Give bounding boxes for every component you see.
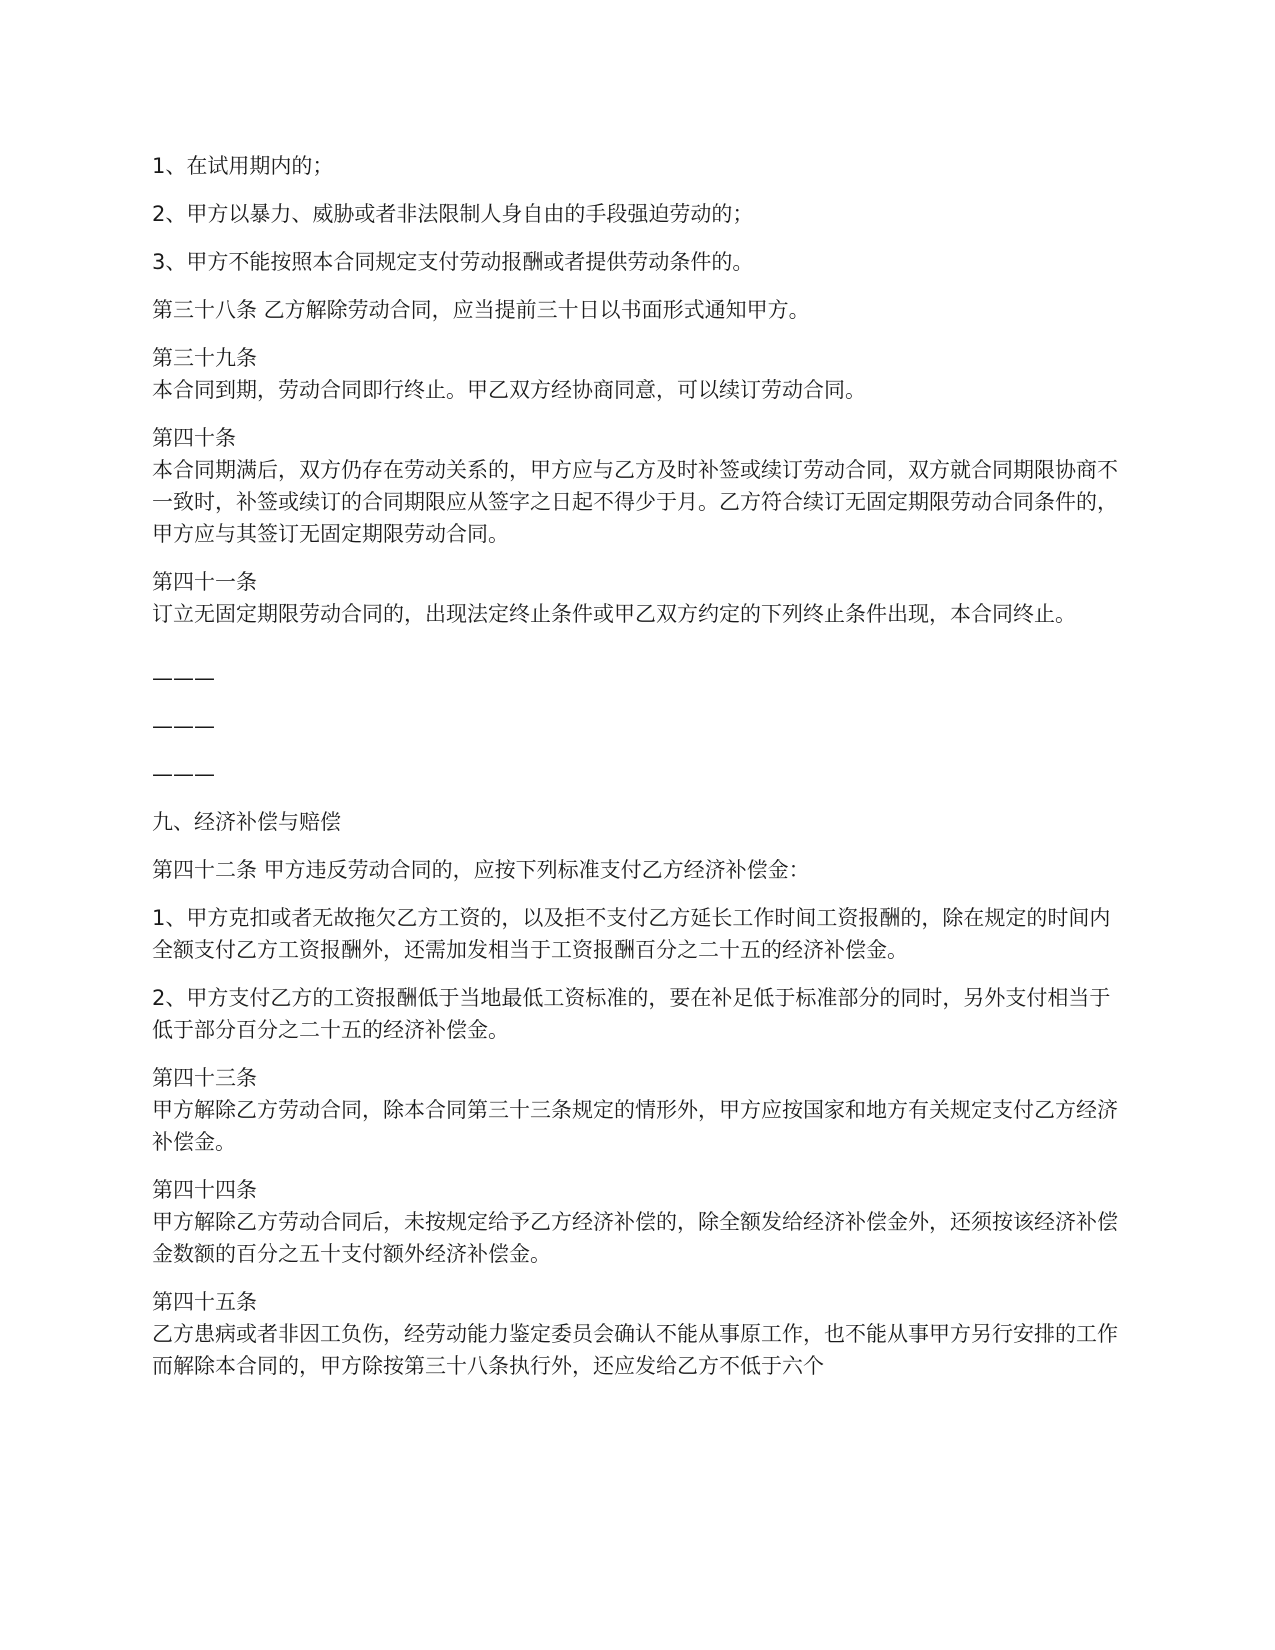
article-43 — [152, 1062, 1124, 1158]
article-body: 本合同到期，劳动合同即行终止。甲乙双方经协商同意，可以续订劳动合同。 — [152, 378, 866, 402]
article-heading: 第四十一条 — [152, 570, 257, 594]
paragraph: 1、在试用期内的； — [152, 154, 334, 178]
article-39 — [152, 342, 1124, 406]
article-heading: 第三十九条 — [152, 346, 257, 370]
article-body: 甲方解除乙方劳动合同，除本合同第三十三条规定的情形外，甲方应按国家和地方有关规定支付乙方经济补偿金。 — [152, 1098, 1118, 1154]
paragraph: 3、甲方不能按照本合同规定支付劳动报酬或者提供劳动条件的。 — [152, 250, 754, 274]
document-page — [152, 150, 1124, 1398]
article-body: 乙方患病或者非因工负伤，经劳动能力鉴定委员会确认不能从事原工作，也不能从事甲方另行安排的工作而解除本合同的，甲方除按第三十八条执行外，还应发给乙方不低于六个 — [152, 1322, 1118, 1378]
blank-line: ——— — [152, 762, 215, 786]
article-body: 甲方解除乙方劳动合同后，未按规定给予乙方经济补偿的，除全额发给经济补偿金外，还须按该经济补偿金数额的百分之五十支付额外经济补偿金。 — [152, 1210, 1118, 1266]
paragraph: 第三十八条 乙方解除劳动合同，应当提前三十日以书面形式通知甲方。 — [152, 298, 810, 322]
article-heading: 第四十五条 — [152, 1290, 257, 1314]
article-heading: 第四十四条 — [152, 1178, 257, 1202]
article-45 — [152, 1286, 1124, 1382]
section-title: 九、经济补偿与赔偿 — [152, 810, 341, 834]
article-41 — [152, 566, 1124, 630]
paragraph: 2、甲方支付乙方的工资报酬低于当地最低工资标准的，要在补足低于标准部分的同时，另外支付相当于低于部分百分之二十五的经济补偿金。 — [152, 986, 1111, 1042]
paragraph: 第四十二条 甲方违反劳动合同的，应按下列标准支付乙方经济补偿金： — [152, 858, 810, 882]
blank-line: ——— — [152, 714, 215, 738]
article-body: 本合同期满后，双方仍存在劳动关系的，甲方应与乙方及时补签或续订劳动合同，双方就合同期限协商不一致时，补签或续订的合同期限应从签字之日起不得少于月。乙方符合续订无固定期限劳动合同条件的，甲方应与其签订无固定期限劳动合同。 — [152, 458, 1118, 546]
paragraph: 1、甲方克扣或者无故拖欠乙方工资的，以及拒不支付乙方延长工作时间工资报酬的，除在规定的时间内全额支付乙方工资报酬外，还需加发相当于工资报酬百分之二十五的经济补偿金。 — [152, 906, 1111, 962]
article-44 — [152, 1174, 1124, 1270]
spacer — [152, 646, 1124, 662]
article-heading: 第四十条 — [152, 426, 236, 450]
blank-line: ——— — [152, 666, 215, 690]
article-40 — [152, 422, 1124, 550]
paragraph: 2、甲方以暴力、威胁或者非法限制人身自由的手段强迫劳动的； — [152, 202, 754, 226]
article-heading: 第四十三条 — [152, 1066, 257, 1090]
article-body: 订立无固定期限劳动合同的，出现法定终止条件或甲乙双方约定的下列终止条件出现，本合同终止。 — [152, 602, 1076, 626]
